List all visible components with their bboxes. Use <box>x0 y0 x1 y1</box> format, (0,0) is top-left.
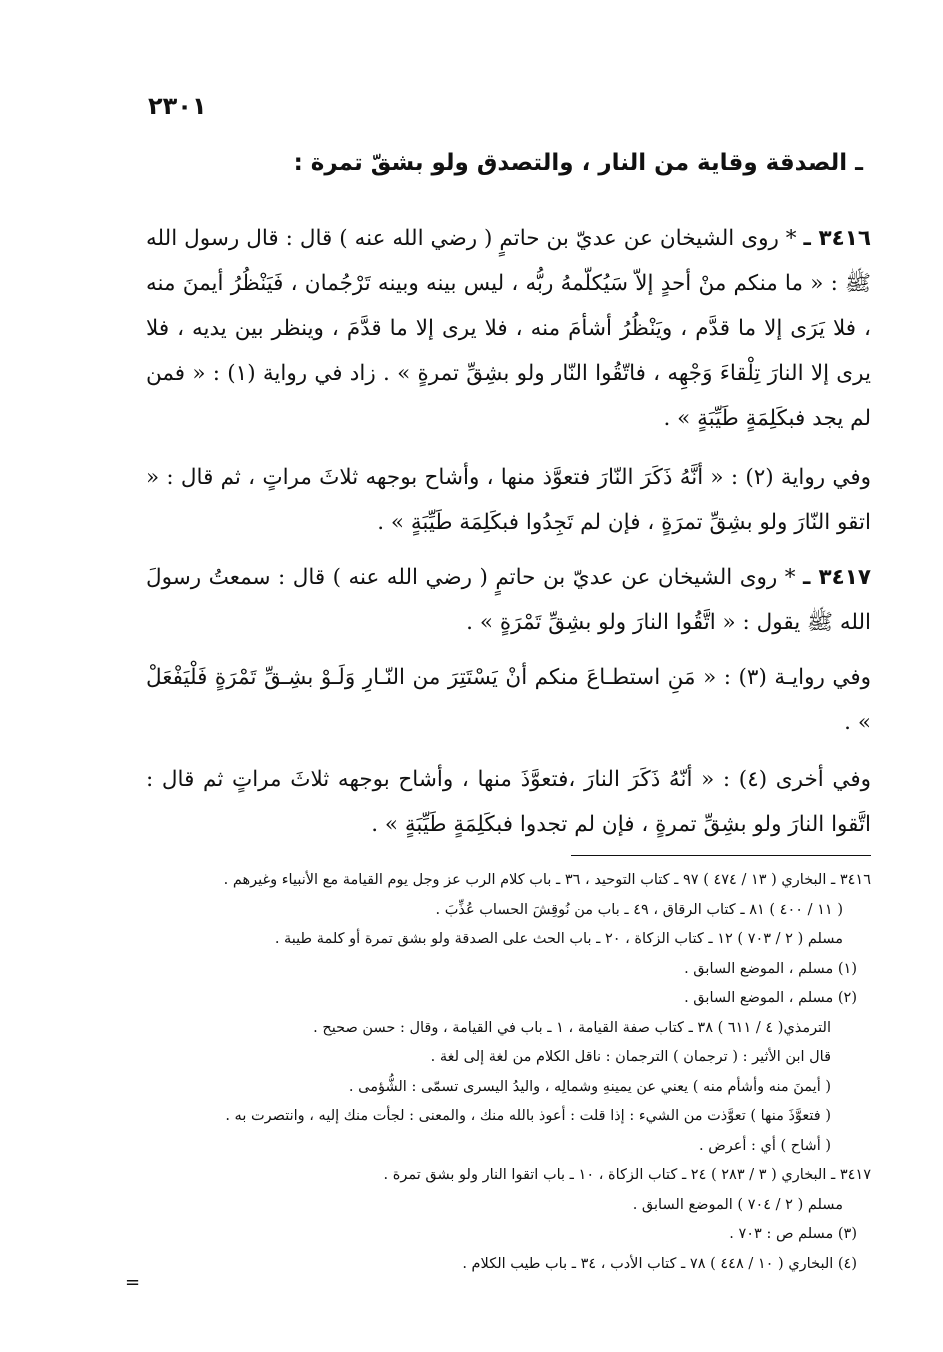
hadith-number: ٣٤١٦ ـ <box>803 226 871 251</box>
footnote-line: ٣٤١٦ ـ البخاري ( ١٣ / ٤٧٤ ) ٩٧ ـ كتاب التوحيد ، ٣٦ ـ باب كلام الرب عز وجل يوم القيامة مع الأنبياء وغيرهم . <box>223 872 871 888</box>
narration-text: وفي أخرى (٤) : « أنّهُ ذَكَرَ النارَ ،فتعوَّذَ منها ، وأشاح بوجهه ثلاثَ مراتٍ ثم قال : اتَّقوا النارَ ولو بشِقِّ تمرةٍ ، فإن لم تجدوا فبكَلِمَةٍ طَيِّبَةٍ » . <box>146 767 871 837</box>
footnote-line: قال ابن الأثير : ( ترجمان ) الترجمان : ناقل الكلام من لغة إلى لغة . <box>430 1049 831 1065</box>
continuation-mark: = <box>125 1272 141 1293</box>
footnote-line: (٤) البخاري ( ١٠ / ٤٤٨ ) ٧٨ ـ كتاب الأدب ، ٣٤ ـ باب طيب الكلام . <box>462 1255 857 1272</box>
section-heading: ـ الصدقة وقاية من النار ، والتصدق ولو بشقّ تمرة : <box>293 150 863 176</box>
hadith-paragraph <box>146 216 871 441</box>
narration-text: وفي روايـة (٣) : « مَنِ استطـاعَ منكم أنْ يَسْتَتِرَ من النّـارِ وَلَـوْ بشِـقِّ تَمْرَةٍ فَلْيَفْعَلْ » . <box>146 665 871 735</box>
footnote-divider <box>571 855 871 856</box>
narration-paragraph <box>146 655 871 745</box>
hadith-number: ٣٤١٧ ـ <box>803 565 872 590</box>
footnote-line: ( أشاح ) أي : أعرض . <box>698 1137 831 1154</box>
footnote-line: ( ١١ / ٤٠٠ ) ٨١ ـ كتاب الرقاق ، ٤٩ ـ باب من نُوقِشَ الحساب عُذِّبَ . <box>435 901 843 918</box>
page-number: ٢٣٠١ <box>148 92 207 120</box>
footnote-line: ( أيمنَ منه وأشأم منه ) يعني عن يمينهِ وشمالِه ، واليدُ اليسرى تسمّى : الشُّؤمى . <box>348 1078 831 1095</box>
narration-paragraph <box>146 757 871 847</box>
narration-text: وفي رواية (٢) : « أنَّهُ ذَكَرَ النّارَ فتعوَّذ منها ، وأشاح بوجهه ثلاثَ مراتٍ ، ثم قال : « اتقو النّارَ ولو بشِقِّ تمرَةٍ ، فإن لم تَجِدُوا فبكَلِمَة طَيِّبَةٍ » . <box>146 465 871 535</box>
footnote-line: الترمذي( ٤ / ٦١١ ) ٣٨ ـ كتاب صفة القيامة ، ١ ـ باب في القيامة ، وقال : حسن صحيح . <box>313 1019 831 1036</box>
footnote-line: (١) مسلم ، الموضع السابق . <box>684 960 857 977</box>
hadith-paragraph <box>146 555 871 645</box>
hadith-text: * روى الشيخان عن عديّ بن حاتمٍ ( رضي الله عنه ) قال : سمعتُ رسولَ الله ﷺ يقول : « اتَّقُوا النارَ ولو بشِقِّ تَمْرَةٍ » . <box>146 565 871 635</box>
footnote-line: مسلم ( ٢ / ٧٠٤ ) الموضع السابق . <box>632 1196 843 1213</box>
narration-paragraph <box>146 455 871 545</box>
footnote-line: مسلم ( ٢ / ٧٠٣ ) ١٢ ـ كتاب الزكاة ، ٢٠ ـ باب الحث على الصدقة ولو بشق تمرة أو كلمة طيبة . <box>274 931 843 947</box>
footnote-line: ( فتعوَّذَ منها ) تعوَّذت من الشيء : إذا قلت : أعوذ بالله منك ، والمعنى : لجأت منك إليه ، وانتصرت به . <box>225 1108 831 1124</box>
footnote-line: (٣) مسلم ص : ٧٠٣ . <box>729 1226 857 1242</box>
footnote-line: ٣٤١٧ ـ البخاري ( ٣ / ٢٨٣ ) ٢٤ ـ كتاب الزكاة ، ١٠ ـ باب اتقوا النار ولو بشق تمرة . <box>383 1167 871 1183</box>
footnote-line: (٢) مسلم ، الموضع السابق . <box>684 990 857 1006</box>
hadith-text: * روى الشيخان عن عديّ بن حاتمٍ ( رضي الله عنه ) قال : قال رسول الله ﷺ : « ما منكم منْ أحدٍ إلاّ سَيُكلّمهُ ربُّه ، ليس بينه وبينه تَرْجُمان ، فَيَنْظُرُ أيمنَ منه ، فلا يَرَى إلا ما قدَّم ، ويَنْظُرُ أشأمَ منه ، فلا يرى إلا ما قدَّمَ ، وينظر بين يديه ، فلا يرى إلا النارَ تِلْقاءَ وَجْهِه ، فاتّقُوا النّار ولو بشِقِّ تمرةٍ » . زاد في رواية (١) : « فمن لم يجد فبكَلِمَةٍ طَيِّبَةٍ » . <box>146 226 871 431</box>
footnotes-list <box>131 866 871 1279</box>
